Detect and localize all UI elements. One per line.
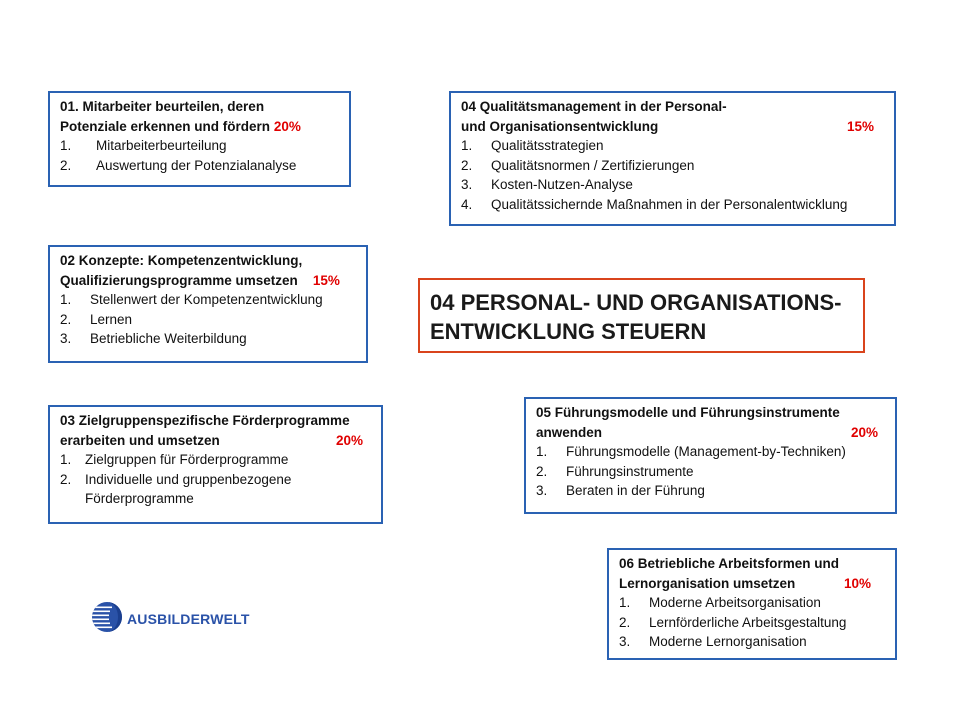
list-item <box>536 481 885 501</box>
topic-title-line2: Lernorganisation umsetzen <box>619 575 796 591</box>
topic-title-line1: 06 Betriebliche Arbeitsformen und <box>619 556 840 571</box>
list-item-text: Beraten in der Führung <box>566 483 705 498</box>
main-heading-line1: 04 PERSONAL- UND ORGANISATIONS- <box>430 290 842 315</box>
topic-list <box>60 450 371 509</box>
list-item-number: 3. <box>461 177 473 192</box>
topic-box-01 <box>48 91 351 187</box>
list-item <box>60 136 339 156</box>
list-item <box>536 462 885 482</box>
list-item-number: 2. <box>461 157 473 173</box>
topic-list <box>619 593 885 652</box>
list-item-number: 1. <box>60 452 72 467</box>
ausbilderwelt-logo <box>90 603 250 635</box>
list-item-text: Kosten-Nutzen-Analyse <box>491 177 633 192</box>
topic-list <box>461 136 884 214</box>
list-item <box>60 310 356 330</box>
list-item-number: 2. <box>619 614 631 630</box>
list-item-number: 1. <box>60 138 72 153</box>
list-item-number: 1. <box>619 595 631 610</box>
topic-title-line2: Potenziale erkennen und fördern <box>60 118 271 134</box>
list-item-text: Moderne Arbeitsorganisation <box>649 595 821 610</box>
list-item-number: 1. <box>536 444 548 459</box>
list-item <box>619 632 885 652</box>
list-item <box>619 613 885 633</box>
topic-title-line1: 03 Zielgruppenspezifische Förderprogramme <box>60 413 350 428</box>
list-item <box>461 175 884 195</box>
list-item <box>536 442 885 462</box>
topic-percent: 20% <box>273 118 301 134</box>
list-item <box>60 290 356 310</box>
topic-percent: 20% <box>336 432 364 448</box>
globe-logo-icon <box>90 601 124 638</box>
topic-list <box>60 290 356 349</box>
topic-title <box>461 97 884 136</box>
list-item <box>60 450 371 470</box>
topic-title-line2: Qualifizierungsprogramme umsetzen <box>60 272 298 288</box>
topic-percent: 10% <box>844 575 872 591</box>
list-item-number: 2. <box>60 157 72 173</box>
list-item-number: 1. <box>60 292 72 307</box>
logo-wordmark: AUSBILDERWELT <box>127 611 250 627</box>
list-item-number: 2. <box>60 311 72 327</box>
list-item-text: Mitarbeiterbeurteilung <box>96 138 227 153</box>
list-item <box>461 195 884 215</box>
list-item <box>461 156 884 176</box>
list-item-text: Stellenwert der Kompetenzentwicklung <box>90 292 323 307</box>
main-heading-box <box>418 278 865 353</box>
list-item-number: 3. <box>619 634 631 649</box>
topic-percent: 15% <box>312 272 340 288</box>
topic-title <box>619 554 885 593</box>
topic-list <box>536 442 885 501</box>
topic-title <box>60 251 356 290</box>
list-item-number: 3. <box>536 483 548 498</box>
list-item-text: Individuelle und gruppenbezogene Förderprogramme <box>85 471 292 506</box>
topic-box-06 <box>607 548 897 660</box>
list-item-number: 4. <box>461 196 473 212</box>
list-item-number: 2. <box>60 471 72 487</box>
topic-box-05 <box>524 397 897 514</box>
topic-title-line1: 04 Qualitätsmanagement in der Personal- <box>461 99 727 114</box>
list-item-text: Qualitätsstrategien <box>491 138 604 153</box>
list-item-text: Qualitätssichernde Maßnahmen in der Personalentwicklung <box>491 196 848 212</box>
list-item-text: Qualitätsnormen / Zertifizierungen <box>491 157 695 173</box>
topic-title <box>60 97 339 136</box>
topic-box-03 <box>48 405 383 524</box>
list-item-text: Führungsinstrumente <box>566 463 694 479</box>
list-item-text: Betriebliche Weiterbildung <box>90 331 247 346</box>
topic-percent: 20% <box>851 424 879 440</box>
list-item <box>60 470 371 509</box>
topic-title-line2: erarbeiten und umsetzen <box>60 432 220 448</box>
main-heading-line2: ENTWICKLUNG STEUERN <box>430 319 707 344</box>
list-item-text: Auswertung der Potenzialanalyse <box>96 157 297 173</box>
topic-box-04-quality <box>449 91 896 226</box>
topic-title-line2: und Organisationsentwicklung <box>461 118 659 134</box>
topic-title <box>60 411 371 450</box>
topic-title-line1: 01. Mitarbeiter beurteilen, deren <box>60 99 265 114</box>
list-item <box>60 329 356 349</box>
topic-percent: 15% <box>847 118 875 134</box>
list-item-text: Lernförderliche Arbeitsgestaltung <box>649 614 847 630</box>
list-item-number: 2. <box>536 463 548 479</box>
topic-list <box>60 136 339 175</box>
list-item <box>619 593 885 613</box>
topic-title-line1: 05 Führungsmodelle und Führungsinstrumente <box>536 405 840 420</box>
list-item-text: Lernen <box>90 311 133 327</box>
list-item-number: 1. <box>461 138 473 153</box>
topic-title-line1: 02 Konzepte: Kompetenzentwicklung, <box>60 253 303 268</box>
list-item-text: Moderne Lernorganisation <box>649 634 807 649</box>
list-item-number: 3. <box>60 331 72 346</box>
topic-box-02 <box>48 245 368 363</box>
topic-title-line2: anwenden <box>536 424 603 440</box>
list-item-text: Führungsmodelle (Management-by-Techniken) <box>566 444 846 459</box>
list-item <box>60 156 339 176</box>
topic-title <box>536 403 885 442</box>
list-item <box>461 136 884 156</box>
list-item-text: Zielgruppen für Förderprogramme <box>85 452 289 467</box>
